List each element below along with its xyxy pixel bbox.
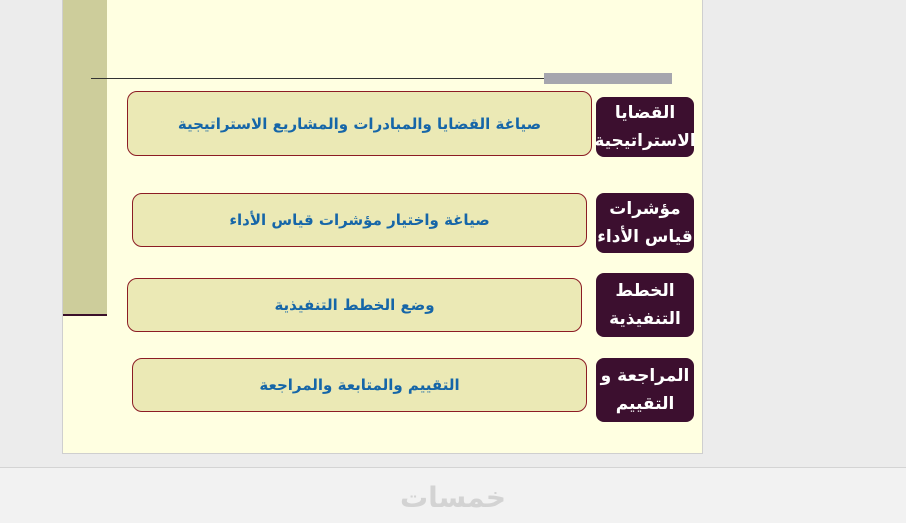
row-3-label: الخطط التنفيذية [609,281,681,329]
row-4-text: التقييم والمتابعة والمراجعة [259,376,460,394]
row-4-label: المراجعة و التقييم [600,366,690,414]
left-accent-line [63,314,107,316]
row-2-label: مؤشرات قياس الأداء [597,199,693,247]
row-4-label-box [596,358,694,422]
row-1-label-box [596,97,694,157]
row-3-content-box [127,278,582,332]
row-3-label-box [596,273,694,337]
row-1-content-box [127,91,592,156]
row-2-text: صياغة واختيار مؤشرات قياس الأداء [229,211,490,229]
title-accent-bar [544,73,672,84]
row-1-label: القضايا الاستراتيجية [594,103,696,151]
watermark-logo: خمسات [399,481,507,514]
row-1-text: صياغة القضايا والمبادرات والمشاريع الاستراتيجية [177,114,542,133]
slide-canvas [62,0,703,454]
left-accent-bar [63,0,107,314]
row-2-label-box [596,193,694,253]
row-4-content-box [132,358,587,412]
row-2-content-box [132,193,587,247]
row-3-text: وضع الخطط التنفيذية [274,296,435,314]
